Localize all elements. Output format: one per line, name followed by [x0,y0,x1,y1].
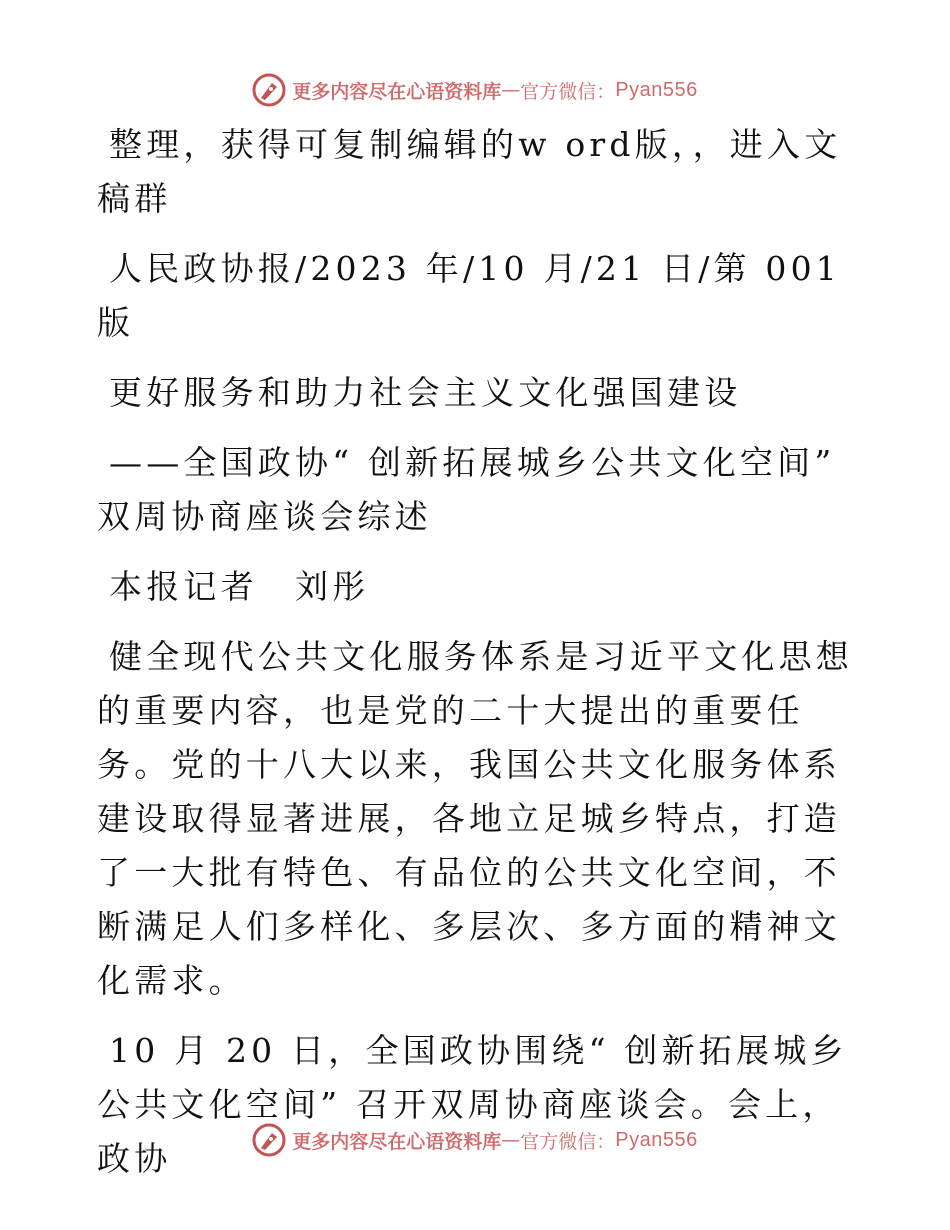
pen-nib-icon [252,1123,286,1157]
source-line: 人民政协报/2023 年/10 月/21 日/第 001 版 [97,249,841,342]
paragraph-1: 健全现代公共文化服务体系是习近平文化思想的重要内容，也是党的二十大提出的重要任务。党的十八大以来，我国公共文化服务体系建设取得显著进展，各地立足城乡特点，打造了一大批有特色、有品位的公共文化空间，不断满足人们多样化、多层次、多方面的精神文化需求。 [97,637,853,1000]
footer-watermark [0,1120,950,1160]
headline: 更好服务和助力社会主义文化强国建设 [109,373,742,412]
watermark-wechat-label: 官方微信： [520,80,616,103]
intro-text: 整理，获得可复制编辑的w ord版，，进入文稿群 [97,125,842,218]
watermark-separator: — [501,79,521,101]
byline: 本报记者 刘彤 [109,567,370,606]
watermark-wechat-label: 官方微信： [520,1130,616,1153]
pen-nib-icon [252,73,286,107]
document-body [97,118,857,1202]
subheadline: ——全国政协“ 创新拓展城乡公共文化空间” 双周协商座谈会综述 [97,443,836,536]
watermark-title: 更多内容尽在心语资料库 [292,80,502,103]
watermark-title: 更多内容尽在心语资料库 [292,1130,502,1153]
watermark-wechat-id: Pyan556 [615,78,698,101]
paragraph-2: 10 月 20 日，全国政协围绕“ 创新拓展城乡公共文化空间” 召开双周协商座谈会。会上，政协 [97,1031,848,1178]
header-watermark [0,70,950,110]
watermark-separator: — [501,1129,521,1151]
watermark-wechat-id: Pyan556 [615,1128,698,1151]
